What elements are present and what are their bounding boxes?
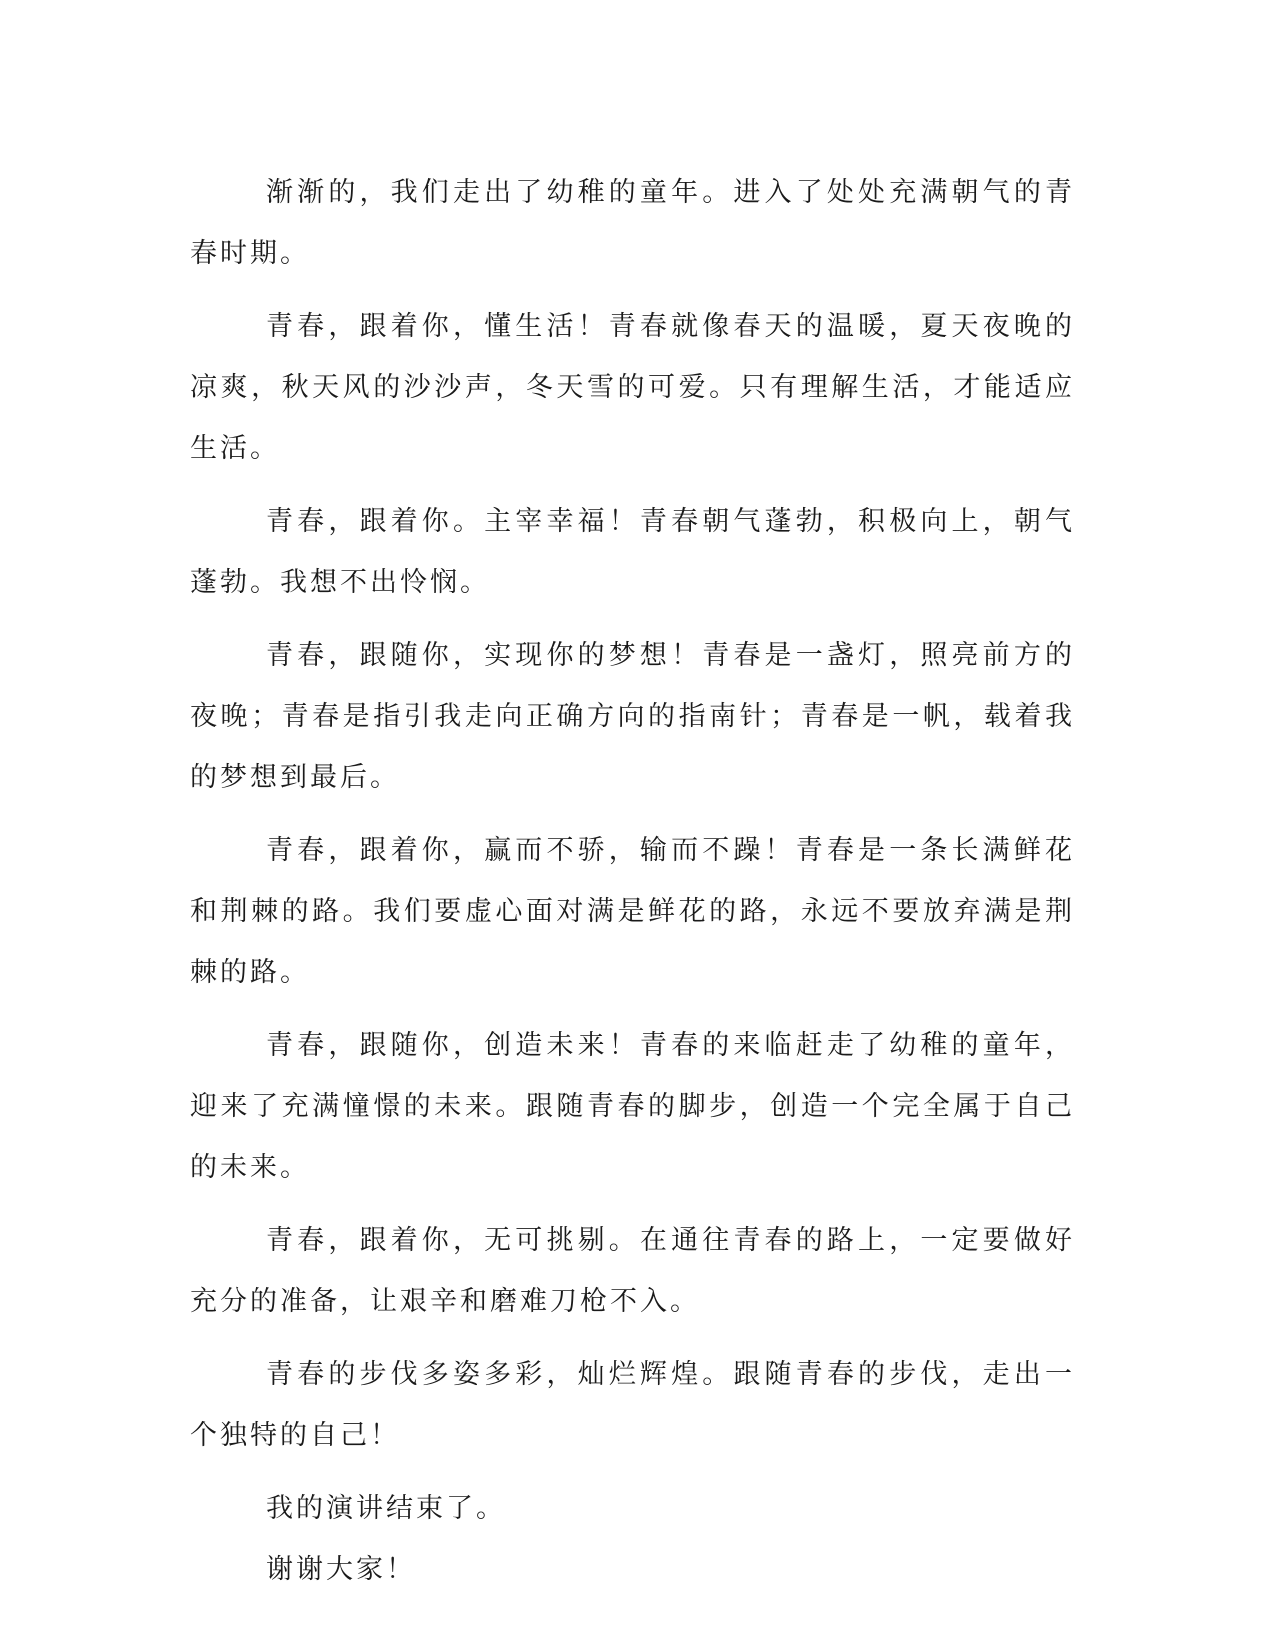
thanks-line: 谢谢大家！ (266, 1554, 416, 1585)
paragraph-3: 青春，跟着你。主宰幸福！青春朝气蓬勃，积极向上，朝气蓬勃。我想不出怜悯。 (190, 506, 1075, 598)
paragraph-8: 青春的步伐多姿多彩，灿烂辉煌。跟随青春的步伐，走出一个独特的自己！ (190, 1359, 1075, 1451)
paragraph-5: 青春，跟着你，赢而不骄，输而不躁！青春是一条长满鲜花和荆棘的路。我们要虚心面对满是鲜花的路，永远不要放弃满是荆棘的路。 (190, 835, 1075, 988)
speech-body (190, 162, 1075, 1600)
closing-line: 我的演讲结束了。 (266, 1493, 506, 1524)
paragraph-4: 青春，跟随你，实现你的梦想！青春是一盏灯，照亮前方的夜晚；青春是指引我走向正确方向的指南针；青春是一帆，载着我的梦想到最后。 (190, 640, 1075, 793)
paragraph-1: 渐渐的，我们走出了幼稚的童年。进入了处处充满朝气的青春时期。 (190, 177, 1075, 269)
paragraph-6: 青春，跟随你，创造未来！青春的来临赶走了幼稚的童年，迎来了充满憧憬的未来。跟随青春的脚步，创造一个完全属于自己的未来。 (190, 1030, 1075, 1183)
paragraph-7: 青春，跟着你，无可挑剔。在通往青春的路上，一定要做好充分的准备，让艰辛和磨难刀枪不入。 (190, 1225, 1075, 1317)
paragraph-2: 青春，跟着你，懂生活！青春就像春天的温暖，夏天夜晚的凉爽，秋天风的沙沙声，冬天雪的可爱。只有理解生活，才能适应生活。 (190, 311, 1075, 464)
